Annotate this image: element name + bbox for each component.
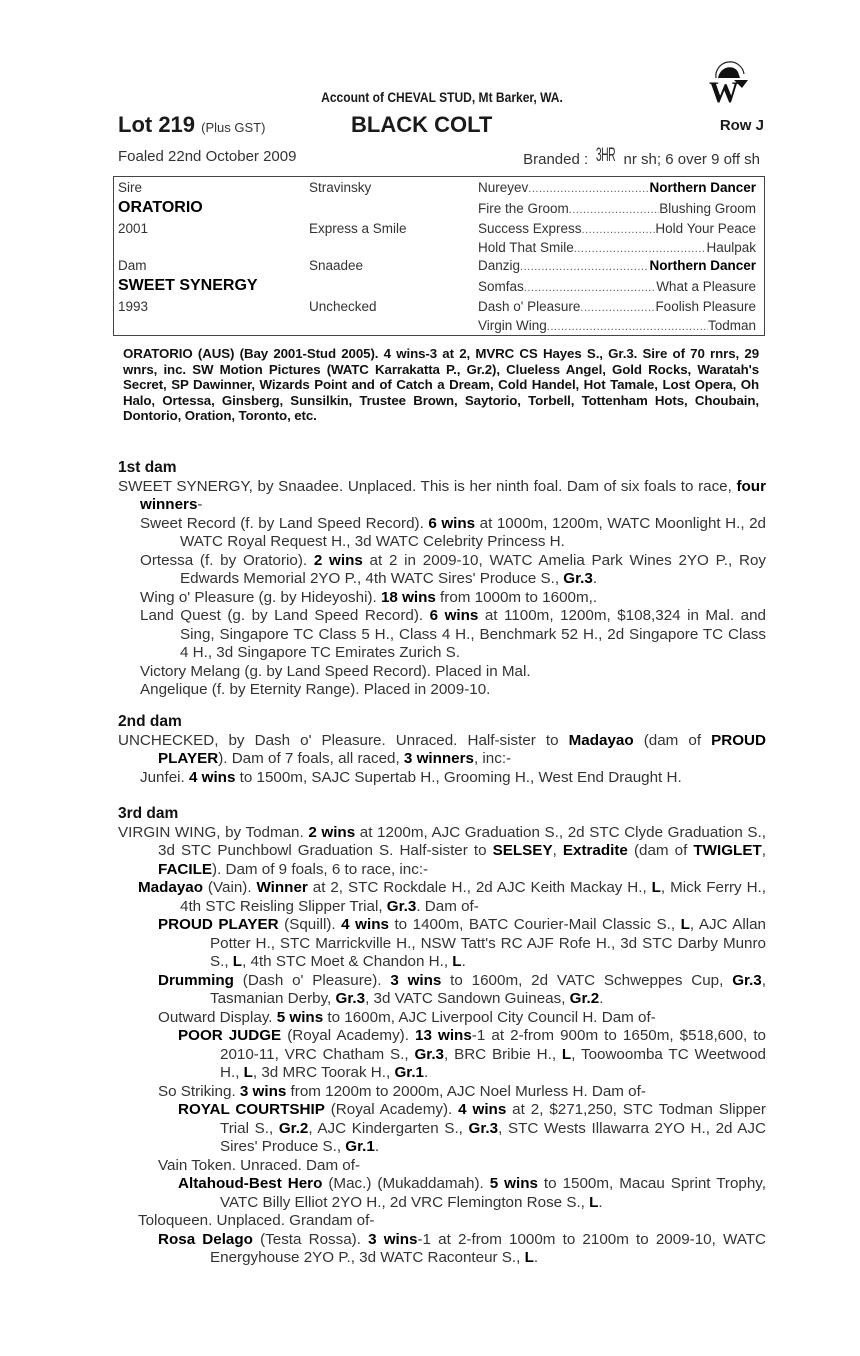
pedigree-table [113,176,765,336]
gen3-row [478,201,756,216]
gen3-grandsire: Northern Dancer [649,258,756,273]
gst-note: (Plus GST) [201,120,266,135]
lot-label: Lot 219 [118,112,196,137]
branded-prefix: Branded : [523,151,589,168]
branded-suffix: nr sh; 6 over 9 off sh [623,151,760,168]
progeny-entry: ROYAL COURTSHIP (Royal Academy). 4 wins at 2, $271,250, STC Todman Slipper Trial S., Gr.2, AJC Kindergarten S., Gr.3, STC Wests Illawarra 2YO H., 2d AJC Sires' Produce S., Gr.1. [178,1101,766,1155]
dam-intro: VIRGIN WING, by Todman. 2 wins at 1200m, AJC Graduation S., 2d STC Clyde Graduation S., 3d STC Punchbowl Graduation S. Half-sister to SELSEY, Extradite (dam of TWIGLET, FACILE). Dam of 9 foals, 6 to race, inc:- [118,823,766,878]
progeny-entry: Wing o' Pleasure (g. by Hideyoshi). 18 wins from 1000m to 1600m,. [140,588,598,606]
lot-number [118,112,265,138]
progeny-entry: PROUD PLAYER (Squill). 4 wins to 1400m, BATC Courier-Mail Classic S., L, AJC Allan Potter H., STC Marrickville H., NSW Tatt's RC AJF Rofe H., 3d STC Darby Munro S., L, 4th STC Moet & Chandon H., L. [158,916,766,970]
progeny-entry: Toloqueen. Unplaced. Grandam of- [138,1212,375,1229]
dam-name: SWEET SYNERGY [118,277,258,294]
gen3-dam: Hold That Smile [478,240,574,255]
sire-summary: ORATORIO (AUS) (Bay 2001-Stud 2005). 4 wins-3 at 2, MVRC CS Hayes S., Gr.3. Sire of 70 rnrs, 29 wnrs, inc. SW Motion Pictures (WATC Karrakatta P., Gr.2), Clueless Angel, Gold Rocks, Waratah's Secret, SP Dawinner, Wizards Point and of Catch a Dream, Cold Handel, Hot Tamale, Lost Opera, Oh Halo, Ortessa, Ginsberg, Sunsilkin, Trustee Brown, Saytorio, Torbell, Tottenham Hots, Choubain, Dontorio, Oration, Toronto, etc. [123,346,759,424]
progeny-entry: Sweet Record (f. by Land Speed Record). 6 wins at 1000m, 1200m, WATC Moonlight H., 2d WATC Royal Request H., 3d WATC Celebrity Princess H. [140,514,766,550]
gen3-grandsire: Hold Your Peace [655,221,756,236]
gen3-sire: Success Express [478,221,582,236]
progeny-entry: Drumming (Dash o' Pleasure). 3 wins to 1600m, 2d VATC Schweppes Cup, Gr.3, Tasmanian Derby, Gr.3, 3d VATC Sandown Guineas, Gr.2. [158,971,766,1007]
dam-sire: Snaadee [309,258,364,273]
row-label: Row J [719,117,764,134]
leader-dots [528,180,649,195]
branded-info [523,145,760,170]
dam-intro: SWEET SYNERGY, by Snaadee. Unplaced. This is her ninth foal. Dam of six foals to race, four winners- [118,477,766,513]
gen3-damsire: Haulpak [706,240,756,255]
gen3-grandsire: Foolish Pleasure [655,299,756,314]
leader-dots [547,318,708,333]
progeny-entry: POOR JUDGE (Royal Academy). 13 wins-1 at 2-from 900m to 1650m, $518,600, to 2010-11, VRC Chatham S., Gr.3, BRC Bribie H., L, Toowoomba TC Weetwood H., L, 3d MRC Toorak H., Gr.1. [178,1027,766,1081]
progeny-entry: Outward Display. 5 wins to 1600m, AJC Liverpool City Council H. Dam of- [158,1008,656,1026]
foaled-date: Foaled 22nd October 2009 [118,148,297,165]
progeny-entry: Madayao (Vain). Winner at 2, STC Rockdale H., 2d AJC Keith Mackay H., L, Mick Ferry H., 4th STC Reisling Slipper Trial, Gr.3. Dam of- [138,879,766,915]
progeny-entry: Victory Melang (g. by Land Speed Record). Placed in Mal. [140,662,531,680]
gen3-row [478,299,756,314]
dam-intro: UNCHECKED, by Dash o' Pleasure. Unraced. Half-sister to Madayao (dam of PROUD PLAYER). Dam of 7 foals, all raced, 3 winners, inc:- [118,731,766,767]
gen3-row [478,258,756,273]
second-dam-section [118,713,766,787]
gen3-row [478,240,756,255]
dam-label: Dam [118,258,147,273]
lot-line [118,112,766,138]
gen3-dam: Somfas [478,279,524,294]
gen3-dam: Fire the Groom [478,201,569,216]
svg-text:W: W [709,76,739,104]
progeny-entry: Altahoud-Best Hero (Mac.) (Mukaddamah). 5 wins to 1500m, Macau Sprint Trophy, VATC Billy Elliot 2YO H., 2d VRC Flemington Rose S., L. [178,1175,766,1211]
gen3-row [478,279,756,294]
sire-year: 2001 [118,221,149,236]
sire-label: Sire [118,180,143,195]
progeny-entry: Rosa Delago (Testa Rossa). 3 wins-1 at 2-from 1000m to 2100m to 2009-10, WATC Energyhouse 2YO P., 3d WATC Raconteur S., L. [158,1230,766,1266]
progeny-entry: Vain Token. Unraced. Dam of- [158,1156,361,1174]
sire-sire: Stravinsky [309,180,372,195]
leader-dots [580,299,655,314]
progeny-entry: Land Quest (g. by Land Speed Record). 6 wins at 1100m, 1200m, $108,324 in Mal. and Sing, Singapore TC Class 5 H., Class 4 H., Benchmark 52 H., 2d Singapore TC Class 4 H., 3d Singapore TC Emirates Zurich S. [140,607,766,661]
leader-dots [582,221,656,236]
gen3-damsire: Blushing Groom [659,201,756,216]
colour-sex: BLACK COLT [351,112,493,137]
gen3-row [478,221,756,236]
sire-name: ORATORIO [118,199,203,216]
leader-dots [524,279,656,294]
progeny-entry: So Striking. 3 wins from 1200m to 2000m, AJC Noel Murless H. Dam of- [158,1082,646,1100]
gen3-row [478,180,756,195]
progeny-entry: Angelique (f. by Eternity Range). Placed in 2009-10. [140,681,491,698]
gen3-grandsire: Northern Dancer [649,180,756,195]
gen3-damsire: What a Pleasure [656,279,756,294]
third-dam-section [118,805,766,1268]
gen3-dam: Virgin Wing [478,318,547,333]
dam-dam: Unchecked [309,299,377,314]
sire-dam: Express a Smile [309,221,407,236]
brand-mark: 3HR [596,145,616,166]
vendor-account: Account of CHEVAL STUD, Mt Barker, WA. [321,89,563,105]
gen3-sire: Danzig [478,258,521,273]
progeny-entry: Ortessa (f. by Oratorio). 2 wins at 2 in 2009-10, WATC Amelia Park Wines 2YO P., Roy Edwards Memorial 2YO P., 4th WATC Sires' Produce S., Gr.3. [140,551,766,587]
leader-dots [520,258,649,273]
dam-year: 1993 [118,299,149,314]
gen3-row [478,318,756,333]
leader-dots [569,201,659,216]
gen3-sire: Nureyev [478,180,529,195]
gen3-damsire: Todman [707,318,756,333]
progeny-entry: Junfei. 4 wins to 1500m, SAJC Supertab H., Grooming H., West End Draught H. [140,768,682,786]
leader-dots [574,240,707,255]
section-heading: 1st dam [118,459,177,476]
section-heading: 2nd dam [118,713,182,730]
gen3-sire: Dash o' Pleasure [478,299,581,314]
first-dam-section [118,459,766,700]
section-heading: 3rd dam [118,805,179,822]
